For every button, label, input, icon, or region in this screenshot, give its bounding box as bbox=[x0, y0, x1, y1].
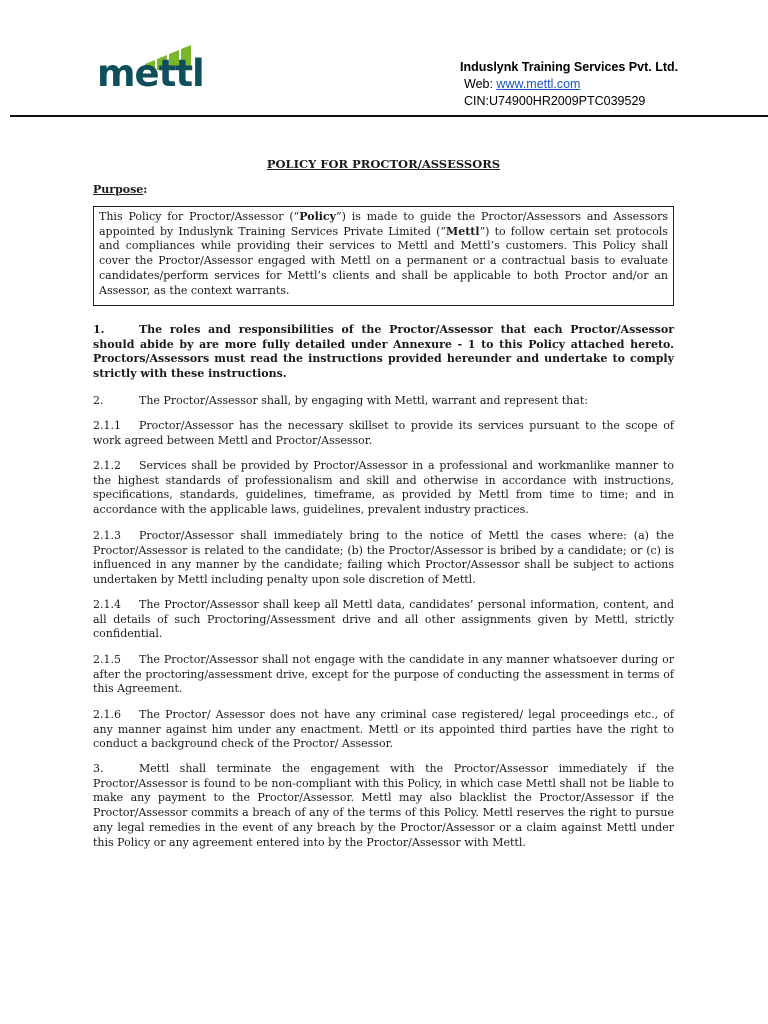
section-2-1-3 bbox=[93, 529, 674, 588]
company-info bbox=[460, 59, 678, 110]
section-number: 1. bbox=[93, 323, 105, 336]
section-text: Mettl shall terminate the engagement with the Proctor/Assessor immediately if the Proctor/Assessor is found to be non-compliant with this Policy, in which case Mettl shall not be liable to make any payment to the Proctor/Assessor. Mettl may also blacklist the Proctor/Assessor if the Proctor/Assessor commits a breach of any of the terms of this Policy. Mettl reserves the right to pursue any legal remedies in the event of any breach by the Proctor/Assessor or a claim against Mettl under this Policy or any agreement entered into by the Proctor/Assessor with Mettl. bbox=[93, 762, 674, 849]
purpose-text-3: ”) to follow certain set protocols and compliances while providing their services to Mettl and Mettl’s customers. This Policy shall cover the Proctor/Assessor engaged with Mettl on a permanent or a contractual basis to evaluate candidates/perform services for Mettl’s clients and shall be applicable to both Proctor and/or an Assessor, as the context warrants. bbox=[99, 224, 668, 297]
section-2-1-1 bbox=[93, 419, 674, 448]
section-number: 2.1.6 bbox=[93, 708, 121, 721]
section-2-1-4 bbox=[93, 598, 674, 642]
section-2 bbox=[93, 394, 674, 409]
purpose-heading bbox=[93, 183, 147, 198]
section-text: The Proctor/ Assessor does not have any criminal case registered/ legal proceedings etc., of any manner against him under any enactment. Mettl or its appointed third parties have the right to conduct a background check of the Proctor/ Assessor. bbox=[93, 708, 674, 751]
section-text: The roles and responsibilities of the Proctor/Assessor that each Proctor/Assessor should abide by are more fully detailed under Annexure - 1 to this Policy attached hereto. Proctors/Assessors must read the instructions provided hereunder and undertake to comply strictly with these instructions. bbox=[93, 323, 674, 381]
section-2-1-6 bbox=[93, 708, 674, 752]
section-1 bbox=[93, 323, 674, 382]
mettl-logo bbox=[97, 44, 204, 95]
section-text: Services shall be provided by Proctor/Assessor in a professional and workmanlike manner to the highest standards of professionalism and skill and otherwise in accordance with instructions, specifications, standards, guidelines, timeframe, as provided by Mettl from time to time; and in accordance with the applicable laws, guidelines, prevalent industry practices. bbox=[93, 459, 674, 517]
section-number: 2.1.3 bbox=[93, 529, 121, 542]
section-number: 2.1.1 bbox=[93, 419, 121, 432]
section-text: Proctor/Assessor shall immediately bring to the notice of Mettl the cases where: (a) the Proctor/Assessor is related to the candidate; (b) the Proctor/Assessor is bribed by a candidate; or (c) is influenced in any manner by the candidate; failing which Proctor/Assessor shall be subject to actions undertaken by Mettl including penalty upon sole discretion of Mettl. bbox=[93, 529, 674, 587]
section-text: The Proctor/Assessor shall, by engaging with Mettl, warrant and represent that: bbox=[139, 394, 588, 407]
web-label: Web: bbox=[464, 77, 497, 91]
web-link[interactable]: www.mettl.com bbox=[496, 77, 581, 91]
purpose-term-policy: Policy bbox=[299, 210, 337, 223]
section-2-1-2 bbox=[93, 459, 674, 518]
section-number: 2.1.2 bbox=[93, 459, 121, 472]
section-number: 2. bbox=[93, 394, 104, 407]
purpose-label: Purpose bbox=[93, 183, 144, 196]
section-text: Proctor/Assessor has the necessary skillset to provide its services pursuant to the scope of work agreed between Mettl and Proctor/Assessor. bbox=[93, 419, 674, 447]
purpose-text-2: ”) is made to guide the Proctor/Assessors and Assessors appointed by Induslynk Training Services Private Limited (“ bbox=[99, 210, 668, 238]
company-web bbox=[460, 76, 678, 93]
section-text: The Proctor/Assessor shall not engage with the candidate in any manner whatsoever during or after the proctoring/assessment drive, except for the purpose of conducting the assessment in terms of this Agreement. bbox=[93, 653, 674, 696]
company-cin: CIN:U74900HR2009PTC039529 bbox=[464, 94, 646, 108]
section-text: The Proctor/Assessor shall keep all Mettl data, candidates’ personal information, content, and all details of such Proctoring/Assessment drive and all other assignments given by Mettl, strictly confidential. bbox=[93, 598, 674, 641]
section-number: 2.1.5 bbox=[93, 653, 121, 666]
header-divider bbox=[10, 115, 768, 117]
purpose-term-mettl: Mettl bbox=[446, 224, 480, 238]
section-3 bbox=[93, 762, 674, 850]
document-title: POLICY FOR PROCTOR/ASSESSORS bbox=[266, 157, 501, 171]
purpose-colon: : bbox=[143, 183, 148, 196]
purpose-box bbox=[93, 206, 674, 306]
company-name: Induslynk Training Services Pvt. Ltd. bbox=[460, 60, 679, 74]
section-2-1-5 bbox=[93, 653, 674, 697]
section-number: 2.1.4 bbox=[93, 598, 121, 611]
section-number: 3. bbox=[93, 762, 104, 775]
logo-wordmark: mettl bbox=[97, 52, 204, 95]
purpose-text-1: This Policy for Proctor/Assessor (“ bbox=[99, 210, 300, 223]
